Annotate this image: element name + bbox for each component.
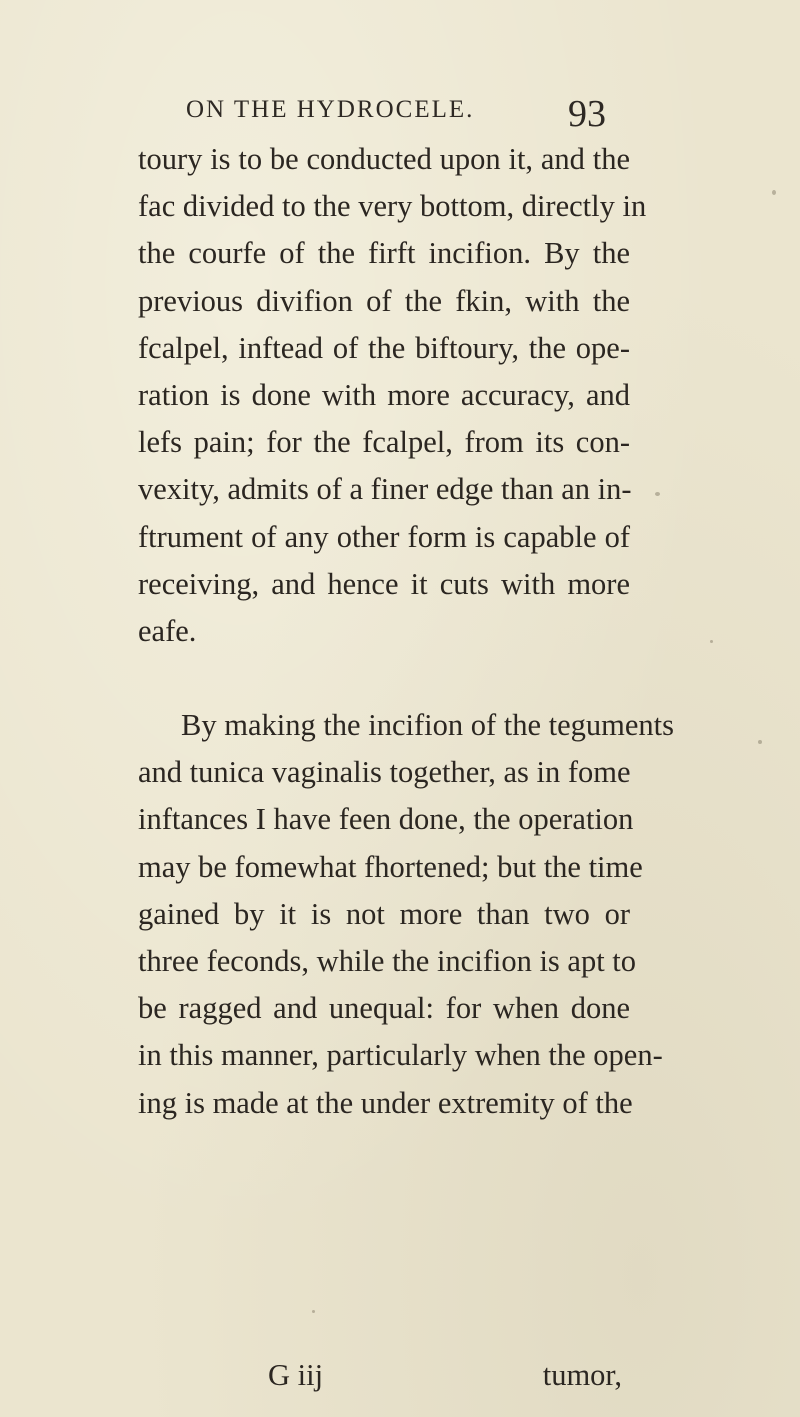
- text-line: the courfe of the firft incifion. By the: [138, 236, 630, 271]
- paper-speck: [655, 492, 660, 496]
- text-line: inftances I have feen done, the operation: [138, 802, 634, 837]
- text-line: be ragged and unequal: for when done: [138, 991, 630, 1026]
- text-line: ing is made at the under extremity of the: [138, 1085, 633, 1120]
- body-text: [138, 136, 674, 1127]
- paper-speck: [312, 1310, 315, 1313]
- text-line: eafe.: [138, 613, 197, 648]
- text-line: lefs pain; for the fcalpel, from its con-: [138, 425, 630, 460]
- text-line: ration is done with more accuracy, and: [138, 377, 630, 412]
- text-line: vexity, admits of a finer edge than an in-: [138, 472, 632, 507]
- paragraph-2: [138, 702, 674, 1127]
- catchword: tumor,: [542, 1358, 622, 1392]
- paper-speck: [772, 190, 776, 195]
- paper-speck: [710, 640, 713, 643]
- text-line: ftrument of any other form is capable of: [138, 519, 630, 554]
- text-line: gained by it is not more than two or: [138, 896, 630, 931]
- text-line: fcalpel, inftead of the biftoury, the ope-: [138, 330, 630, 365]
- signature-mark: G iij: [268, 1358, 324, 1392]
- text-line: toury is to be conducted upon it, and the: [138, 142, 630, 176]
- text-line: previous divifion of the fkin, with the: [138, 283, 630, 318]
- text-line: may be fomewhat fhortened; but the time: [138, 849, 643, 884]
- running-head: ON THE HYDROCELE.: [186, 96, 475, 123]
- text-line: fac divided to the very bottom, directly in: [138, 189, 647, 224]
- page-number: 93: [568, 93, 606, 135]
- page-footer: [138, 1358, 630, 1398]
- text-line: receiving, and hence it cuts with more: [138, 566, 630, 601]
- text-line: three feconds, while the incifion is apt to: [138, 944, 637, 978]
- page-header: [186, 92, 626, 142]
- paper-speck: [758, 740, 762, 744]
- text-line: and tunica vaginalis together, as in fome: [138, 755, 631, 790]
- text-line: in this manner, particularly when the open-: [138, 1038, 663, 1073]
- text-line: By making the incifion of the teguments: [181, 708, 674, 743]
- paragraph-1: [138, 136, 647, 655]
- paragraph-spacer: [138, 655, 630, 702]
